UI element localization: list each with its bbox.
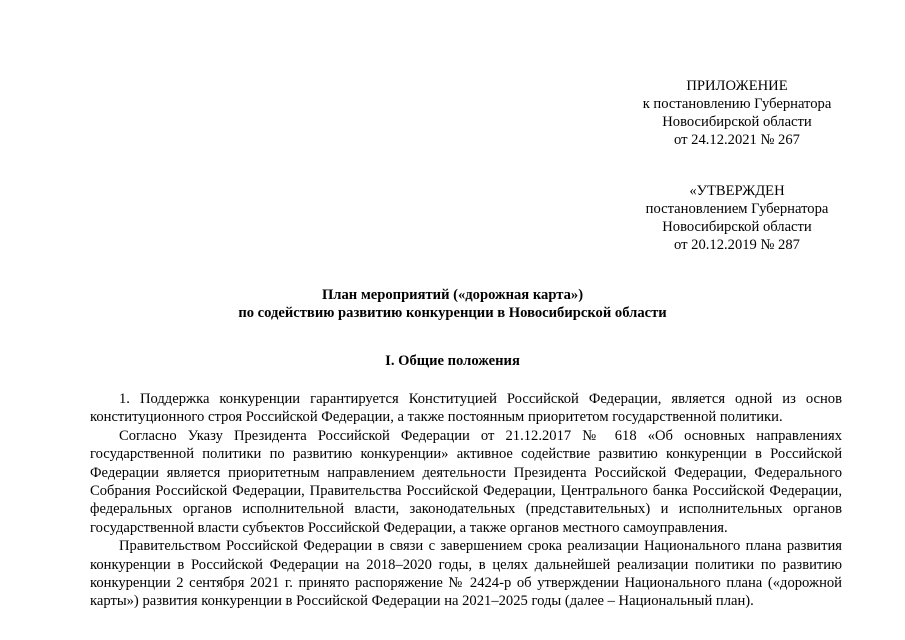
section-heading: I. Общие положения [385,353,520,369]
approved-decree-ref: постановлением Губернатора [645,201,829,217]
document-title-line-2: по содействию развитию конкуренции в Новосибирской области [238,305,667,321]
appendix-block [607,77,867,149]
approved-date-number: от 20.12.2019 № 287 [674,237,800,253]
appendix-label: ПРИЛОЖЕНИЕ [686,78,788,94]
approved-label: «УТВЕРЖДЕН [689,183,785,199]
appendix-region: Новосибирской области [662,114,812,130]
document-title [0,286,905,322]
approved-region: Новосибирской области [662,219,812,235]
appendix-date-number: от 24.12.2021 № 267 [674,132,800,148]
document-title-line-1: План мероприятий («дорожная карта») [321,287,584,303]
paragraph-1: 1. Поддержка конкуренции гарантируется Конституцией Российской Федерации, является одной из основ конституционного строя Российской Федерации, а также постоянным приоритетом государственной политики. [90,391,842,426]
paragraph-3: Правительством Российской Федерации в связи с завершением срока реализации Национального плана развития конкуренции в Российской Федерации на 2018–2020 годы, в целях дальнейшей реализации политики по развитию конкуренции 2 сентября 2021 г. принято распоряжение № 2424-р об утверждении Национального плана («дорожной карты») развития конкуренции в Российской Федерации на 2021–2025 годы (далее – Национальный план). [90,538,842,610]
paragraph-2: Согласно Указу Президента Российской Федерации от 21.12.2017 № 618 «Об основных направлениях государственной политики по развитию конкуренции» активное содействие развитию конкуренции в Российской Федерации является приоритетным направлением деятельности Президента Российской Федерации, Федерального Собрания Российской Федерации, Правительства Российской Федерации, Центрального банка Российской Федерации, федеральных органов исполнительной власти, законодательных (представительных) и исполнительных органов государственной власти субъектов Российской Федерации, а также органов местного самоуправления. [90,427,842,536]
approved-block [607,182,867,254]
appendix-decree-ref: к постановлению Губернатора [642,96,832,112]
section-body [90,390,842,611]
